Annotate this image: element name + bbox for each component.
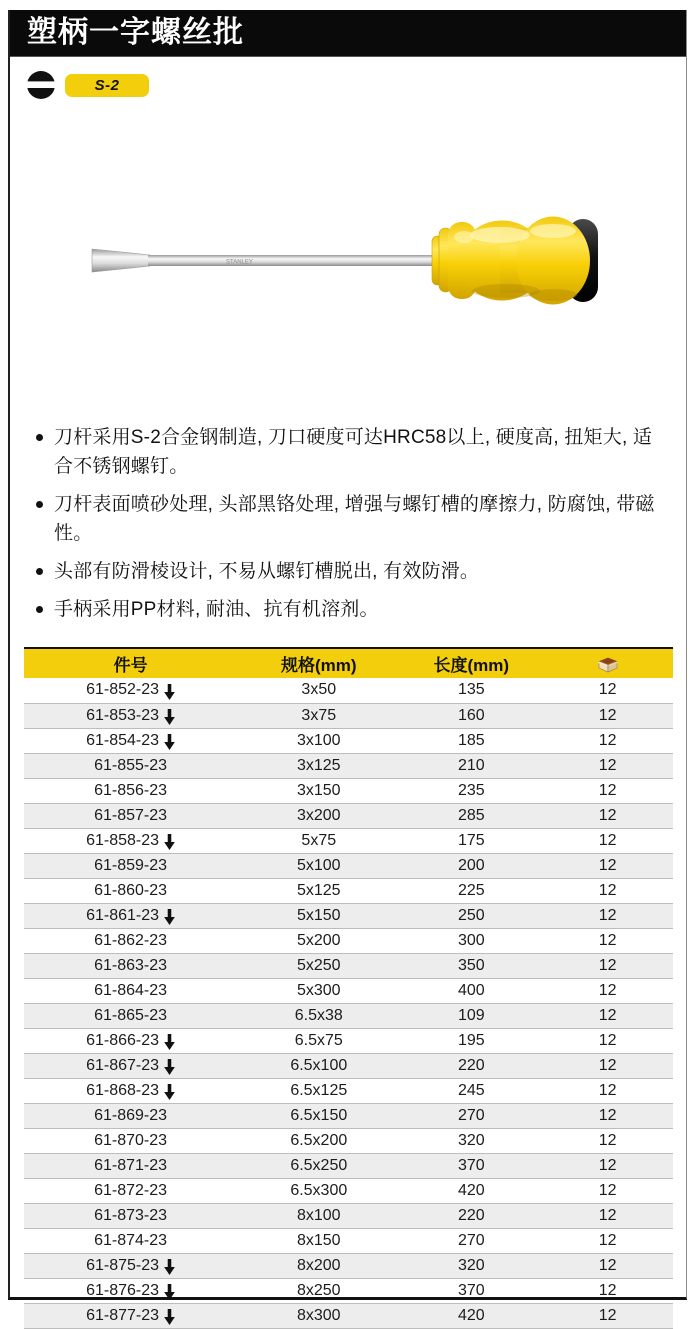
part-number: 61-867-23: [86, 1056, 160, 1074]
down-arrow-icon: [164, 1084, 175, 1100]
length-value: 235: [400, 778, 543, 803]
length-value: 220: [400, 1053, 543, 1078]
table-row: [24, 828, 673, 853]
length-value: 350: [400, 953, 543, 978]
spec-value: 6.5x100: [238, 1053, 400, 1078]
part-number: 61-872-23: [94, 1181, 168, 1199]
part-number: 61-852-23: [86, 681, 160, 699]
spec-value: 6.5x75: [238, 1028, 400, 1053]
qty-value: 12: [543, 1303, 673, 1328]
part-number: 61-857-23: [94, 806, 168, 824]
carton-box-icon: [595, 655, 621, 674]
drive-badges: [26, 70, 686, 100]
down-arrow-icon: [164, 684, 175, 700]
part-number: 61-853-23: [86, 706, 160, 724]
part-number: 61-874-23: [94, 1231, 168, 1249]
part-number: 61-865-23: [94, 1006, 168, 1024]
product-photo: [10, 195, 686, 327]
part-number: 61-863-23: [94, 956, 168, 974]
qty-value: 12: [543, 1203, 673, 1228]
spec-value: 8x150: [238, 1228, 400, 1253]
part-number: 61-871-23: [94, 1156, 168, 1174]
part-number: 61-868-23: [86, 1081, 160, 1099]
length-value: 250: [400, 903, 543, 928]
qty-value: 12: [543, 1253, 673, 1278]
column-header-spec: 规格(mm): [238, 648, 400, 678]
qty-value: 12: [543, 753, 673, 778]
length-value: 270: [400, 1103, 543, 1128]
qty-value: 12: [543, 803, 673, 828]
table-row: [24, 978, 673, 1003]
table-row: [24, 1203, 673, 1228]
qty-value: 12: [543, 1028, 673, 1053]
down-arrow-icon: [164, 734, 175, 750]
length-value: 270: [400, 1228, 543, 1253]
spec-value: 3x75: [238, 703, 400, 728]
spec-value: 6.5x125: [238, 1078, 400, 1103]
spec-value: 5x150: [238, 903, 400, 928]
spec-table-body: [24, 678, 673, 1328]
length-value: 420: [400, 1178, 543, 1203]
qty-value: 12: [543, 903, 673, 928]
qty-value: 12: [543, 878, 673, 903]
spec-table: [24, 647, 673, 1329]
length-value: 220: [400, 1203, 543, 1228]
feature-item: 手柄采用PP材料, 耐油、抗有机溶剂。: [34, 595, 662, 624]
length-value: 175: [400, 828, 543, 853]
length-value: 300: [400, 928, 543, 953]
qty-value: 12: [543, 1178, 673, 1203]
table-row: [24, 853, 673, 878]
spec-value: 6.5x250: [238, 1153, 400, 1178]
part-number: 61-861-23: [86, 906, 160, 924]
qty-value: 12: [543, 703, 673, 728]
qty-value: 12: [543, 1228, 673, 1253]
feature-item: 刀杆采用S-2合金钢制造, 刀口硬度可达HRC58以上, 硬度高, 扭矩大, 适合不锈钢螺钉。: [34, 423, 662, 481]
part-number: 61-855-23: [94, 756, 168, 774]
table-row: [24, 903, 673, 928]
table-row: [24, 1153, 673, 1178]
feature-list: [34, 423, 662, 624]
qty-value: 12: [543, 1128, 673, 1153]
table-row: [24, 753, 673, 778]
feature-item: 刀杆表面喷砂处理, 头部黑铬处理, 增强与螺钉槽的摩擦力, 防腐蚀, 带磁性。: [34, 490, 662, 548]
part-number: 61-876-23: [86, 1281, 160, 1299]
part-number: 61-864-23: [94, 981, 168, 999]
down-arrow-icon: [164, 709, 175, 725]
table-row: [24, 1253, 673, 1278]
down-arrow-icon: [164, 1259, 175, 1275]
table-row: [24, 1278, 673, 1303]
part-number: 61-856-23: [94, 781, 168, 799]
spec-value: 6.5x38: [238, 1003, 400, 1028]
part-number: 61-859-23: [94, 856, 168, 874]
slotted-screw-icon: [26, 70, 56, 100]
length-value: 225: [400, 878, 543, 903]
length-value: 320: [400, 1253, 543, 1278]
qty-value: 12: [543, 928, 673, 953]
table-row: [24, 1128, 673, 1153]
part-number: 61-860-23: [94, 881, 168, 899]
length-value: 135: [400, 678, 543, 703]
part-number: 61-866-23: [86, 1031, 160, 1049]
table-row: [24, 1028, 673, 1053]
brand-text: STANLEY: [225, 259, 253, 266]
spec-table-header-row: [24, 648, 673, 678]
down-arrow-icon: [164, 1284, 175, 1300]
steel-grade-badge: S-2: [65, 74, 149, 97]
part-number: 61-877-23: [86, 1306, 160, 1324]
screwdriver-image: [76, 195, 621, 327]
spec-value: 8x200: [238, 1253, 400, 1278]
spec-value: 5x200: [238, 928, 400, 953]
feature-item: 头部有防滑棱设计, 不易从螺钉槽脱出, 有效防滑。: [34, 557, 662, 586]
length-value: 320: [400, 1128, 543, 1153]
qty-value: 12: [543, 828, 673, 853]
spec-value: 5x100: [238, 853, 400, 878]
qty-value: 12: [543, 1003, 673, 1028]
spec-value: 6.5x300: [238, 1178, 400, 1203]
down-arrow-icon: [164, 834, 175, 850]
table-row: [24, 1053, 673, 1078]
length-value: 109: [400, 1003, 543, 1028]
part-number: 61-869-23: [94, 1106, 168, 1124]
length-value: 200: [400, 853, 543, 878]
table-row: [24, 878, 673, 903]
page-title: 塑柄一字螺丝批: [10, 10, 686, 57]
table-row: [24, 678, 673, 703]
part-number: 61-870-23: [94, 1131, 168, 1149]
table-row: [24, 728, 673, 753]
table-row: [24, 778, 673, 803]
table-row: [24, 1103, 673, 1128]
length-value: 420: [400, 1303, 543, 1328]
qty-value: 12: [543, 953, 673, 978]
spec-value: 6.5x200: [238, 1128, 400, 1153]
length-value: 370: [400, 1278, 543, 1303]
length-value: 160: [400, 703, 543, 728]
column-header-qty: [543, 648, 673, 678]
spec-value: 3x200: [238, 803, 400, 828]
qty-value: 12: [543, 1078, 673, 1103]
length-value: 210: [400, 753, 543, 778]
part-number: 61-862-23: [94, 931, 168, 949]
part-number: 61-858-23: [86, 831, 160, 849]
table-row: [24, 928, 673, 953]
table-row: [24, 703, 673, 728]
table-row: [24, 803, 673, 828]
qty-value: 12: [543, 853, 673, 878]
qty-value: 12: [543, 778, 673, 803]
part-number: 61-873-23: [94, 1206, 168, 1224]
spec-value: 5x250: [238, 953, 400, 978]
table-row: [24, 1178, 673, 1203]
table-row: [24, 953, 673, 978]
length-value: 400: [400, 978, 543, 1003]
table-row: [24, 1228, 673, 1253]
spec-value: 8x100: [238, 1203, 400, 1228]
down-arrow-icon: [164, 1059, 175, 1075]
spec-value: 8x300: [238, 1303, 400, 1328]
table-row: [24, 1303, 673, 1328]
length-value: 195: [400, 1028, 543, 1053]
spec-value: 3x50: [238, 678, 400, 703]
catalog-page: [8, 10, 687, 1324]
column-header-part-no: 件号: [24, 648, 238, 678]
table-row: [24, 1078, 673, 1103]
column-header-length: 长度(mm): [400, 648, 543, 678]
down-arrow-icon: [164, 1034, 175, 1050]
spec-value: 5x125: [238, 878, 400, 903]
spec-value: 6.5x150: [238, 1103, 400, 1128]
spec-value: 5x300: [238, 978, 400, 1003]
qty-value: 12: [543, 1053, 673, 1078]
qty-value: 12: [543, 678, 673, 703]
spec-value: 8x250: [238, 1278, 400, 1303]
qty-value: 12: [543, 1153, 673, 1178]
qty-value: 12: [543, 1103, 673, 1128]
length-value: 370: [400, 1153, 543, 1178]
length-value: 185: [400, 728, 543, 753]
part-number: 61-875-23: [86, 1256, 160, 1274]
qty-value: 12: [543, 728, 673, 753]
down-arrow-icon: [164, 909, 175, 925]
qty-value: 12: [543, 978, 673, 1003]
qty-value: 12: [543, 1278, 673, 1303]
spec-value: 3x125: [238, 753, 400, 778]
spec-value: 5x75: [238, 828, 400, 853]
spec-value: 3x150: [238, 778, 400, 803]
length-value: 245: [400, 1078, 543, 1103]
length-value: 285: [400, 803, 543, 828]
spec-value: 3x100: [238, 728, 400, 753]
part-number: 61-854-23: [86, 731, 160, 749]
down-arrow-icon: [164, 1309, 175, 1325]
table-row: [24, 1003, 673, 1028]
